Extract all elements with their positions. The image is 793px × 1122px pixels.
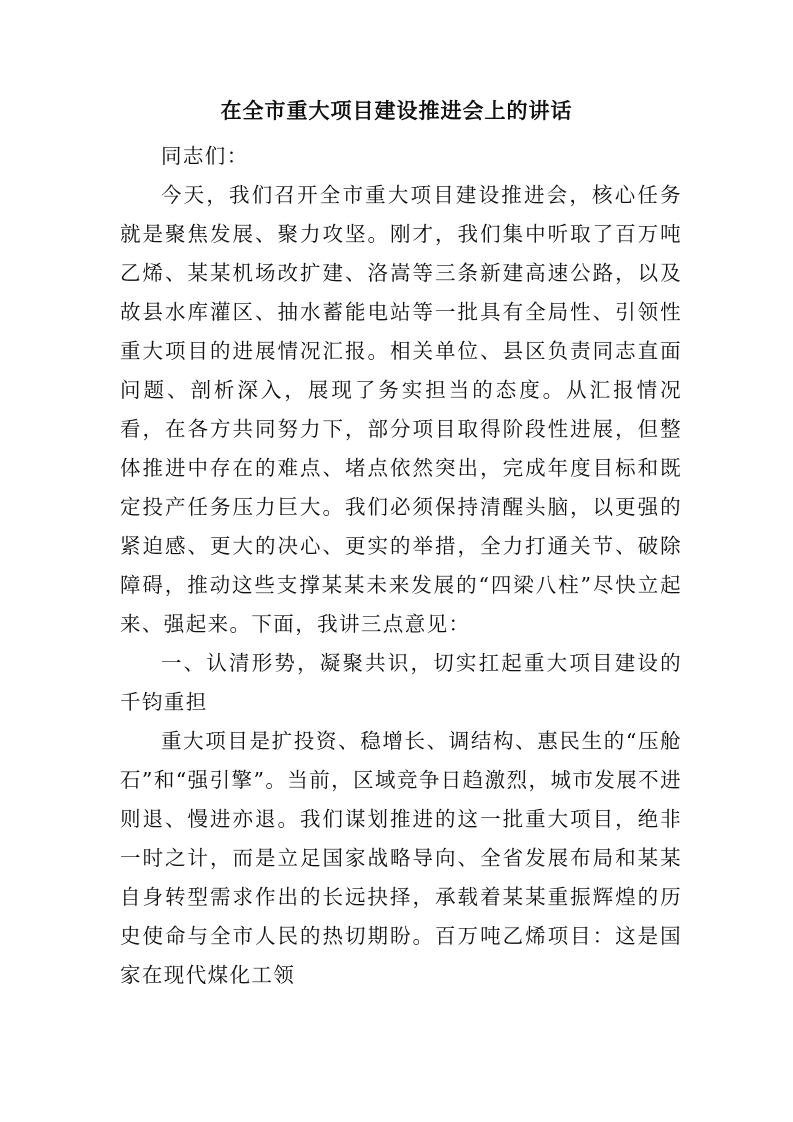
section-1-paragraph: 重大项目是扩投资、稳增长、调结构、惠民生的“压舱石”和“强引擎”。当前，区域竞争日趋激烈，城市发展不进则退、慢进亦退。我们谋划推进的这一批重大项目，绝非一时之计，而是立足国家战略导向、全省发展布局和某某自身转型需求作出的长远抉择，承载着某某重振辉煌的历史使命与全市人民的热切期盼。百万吨乙烯项目：这是国家在现代煤化工领 — [120, 729, 682, 987]
document-title: 在全市重大项目建设推进会上的讲话 — [220, 98, 573, 123]
document-body — [120, 137, 682, 995]
salutation-paragraph: 同志们： — [161, 144, 249, 168]
opening-paragraph: 今天，我们召开全市重大项目建设推进会，核心任务就是聚焦发展、聚力攻坚。刚才，我们集中听取了百万吨乙烯、某某机场改扩建、洛嵩等三条新建高速公路，以及故县水库灌区、抽水蓄能电站等一批具有全局性、引领性重大项目的进展情况汇报。相关单位、县区负责同志直面问题、剖析深入，展现了务实担当的态度。从汇报情况看，在各方共同努力下，部分项目取得阶段性进展，但整体推进中存在的难点、堵点依然突出，完成年度目标和既定投产任务压力巨大。我们必须保持清醒头脑，以更强的紧迫感、更大的决心、更实的举措，全力打通关节、破除障碍，推动这些支撑某某未来发展的“四梁八柱”尽快立起来、强起来。下面，我讲三点意见： — [120, 183, 682, 636]
section-heading-1: 一、认清形势，凝聚共识，切实扛起重大项目建设的千钧重担 — [120, 651, 682, 714]
